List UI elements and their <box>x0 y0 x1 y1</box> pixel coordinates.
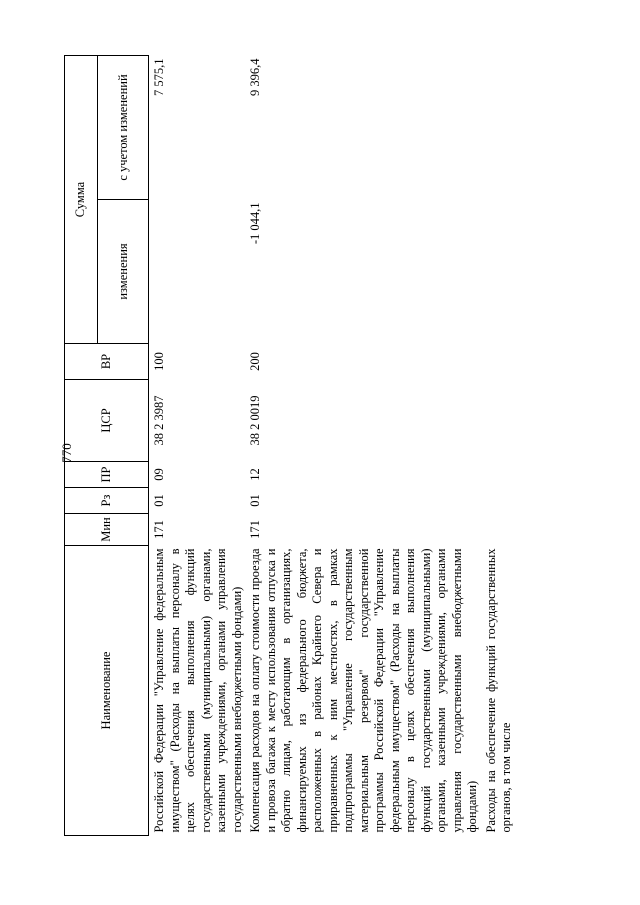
row-rz <box>481 488 515 514</box>
header-row-1 <box>65 56 98 836</box>
row-name: Компенсация расходов на оплату стоимости проезда и провоза багажа к месту использования отпуска и обратно лицам, работающим в организациях, финансируемых из федерального бюджета, расположенных в районах Крайнего Севера и приравненных к ним местностях, в рамках подпрограммы "Управление государственным материальным резервом" государственной программы Российской Федерации "Управление федеральным имуществом" (Расходы на выплаты персоналу в целях обеспечения выполнения функций государственными (муниципальными) органами, казенными учреждениями, органами управления государственными внебюджетными фондами) <box>248 548 479 833</box>
row-pr <box>481 462 515 488</box>
budget-table <box>64 55 515 836</box>
row-change <box>149 200 246 344</box>
row-min: 171 <box>248 520 262 539</box>
page-number: 770 <box>59 443 74 463</box>
header-name: Наименование <box>65 546 149 836</box>
header-sum: Сумма <box>65 56 98 344</box>
rotated-page-content <box>64 56 564 836</box>
row-vr: 200 <box>248 352 262 371</box>
row-vr: 100 <box>152 352 166 371</box>
row-with-change: 9 396,4 <box>248 58 262 96</box>
table-row <box>245 56 481 836</box>
row-min: 171 <box>152 520 166 539</box>
row-change <box>481 200 515 344</box>
row-csr: 38 2 3987 <box>152 395 166 446</box>
table-row <box>149 56 246 836</box>
header-change: изменения <box>98 200 149 344</box>
row-rz: 01 <box>248 494 262 507</box>
row-vr <box>481 344 515 380</box>
header-min: Мин <box>65 514 149 546</box>
row-name: Расходы на обеспечение функций государственных органов, в том числе <box>483 548 513 833</box>
header-rz: Рз <box>65 488 149 514</box>
row-name: Российской Федерации "Управление федеральным имуществом" (Расходы на выплаты персоналу в целях обеспечения выполнения функций государственными (муниципальными) органами, казенными учреждениями, органами управления государственными внебюджетными фондами) <box>152 548 244 833</box>
row-rz: 01 <box>152 494 166 507</box>
row-pr: 09 <box>152 468 166 481</box>
table-row <box>481 56 515 836</box>
row-csr: 38 2 0019 <box>248 395 262 446</box>
header-pr: ПР <box>65 462 149 488</box>
row-pr: 12 <box>248 468 262 481</box>
header-csr: ЦСР <box>65 380 149 462</box>
row-with-change <box>481 56 515 200</box>
header-with-change: с учетом изменений <box>98 56 149 200</box>
header-vr: ВР <box>65 344 149 380</box>
row-change: -1 044,1 <box>248 202 262 245</box>
row-csr <box>481 380 515 462</box>
row-with-change: 7 575,1 <box>152 58 166 96</box>
row-min <box>481 514 515 546</box>
